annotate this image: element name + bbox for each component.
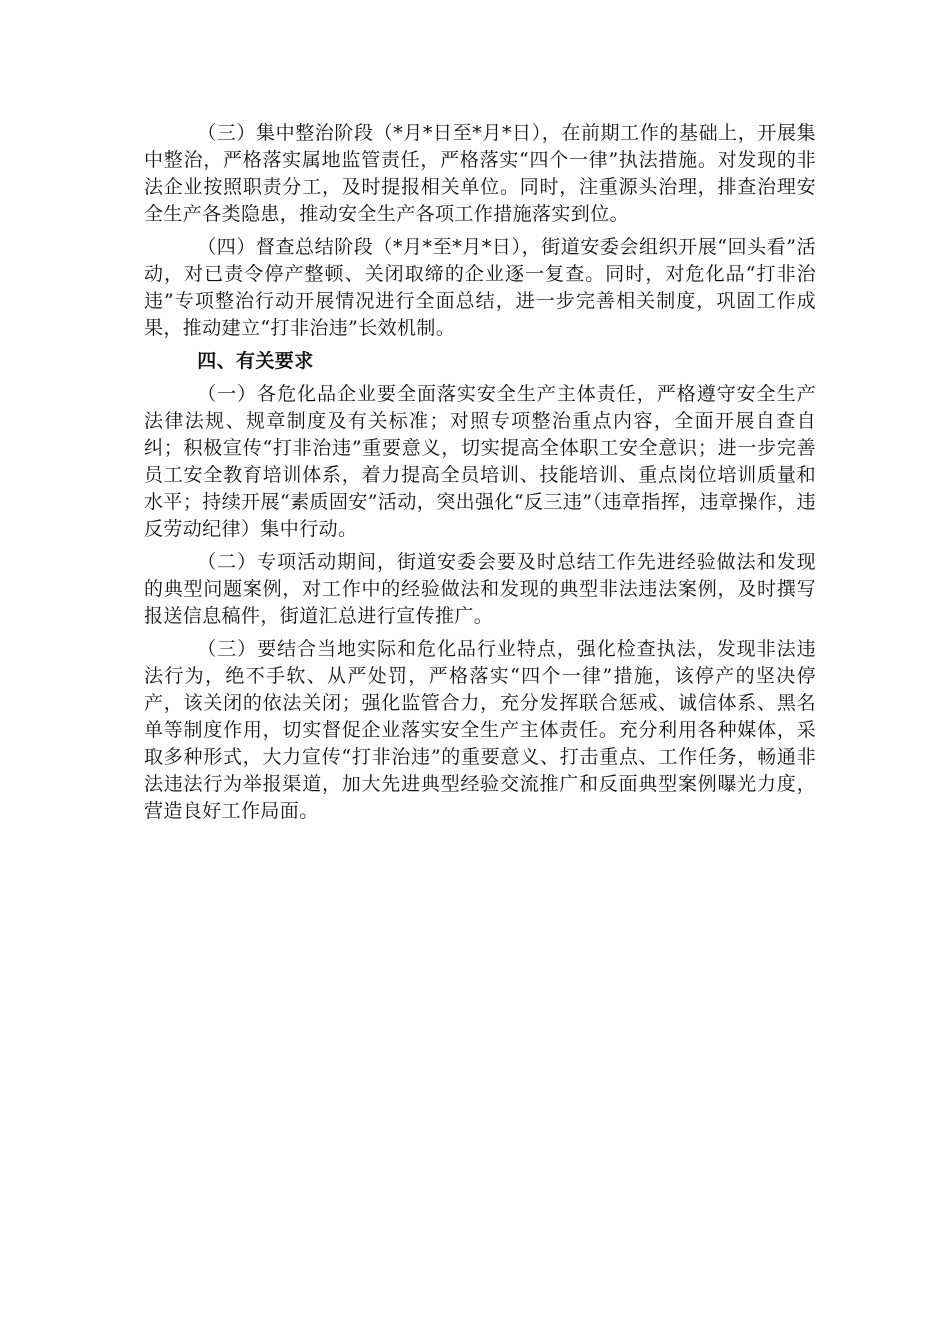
- document-body: [144, 120, 816, 831]
- paragraph-stage-three: （三）集中整治阶段（*月*日至*月*日），在前期工作的基础上，开展集中整治，严格落实属地监管责任，严格落实“四个一律”执法措施。对发现的非法企业按照职责分工，及时提报相关单位。同时，注重源头治理，排查治理安全生产各类隐患，推动安全生产各项工作措施落实到位。: [144, 122, 816, 225]
- section-heading-requirements: 四、有关要求: [197, 350, 314, 372]
- paragraph-stage-four: （四）督查总结阶段（*月*至*月*日），街道安委会组织开展“回头看”活动，对已责令停产整顿、关闭取缔的企业逐一复查。同时，对危化品“打非治违”专项整治行动开展情况进行全面总结，进一步完善相关制度，巩固工作成果，推动建立“打非治违”长效机制。: [144, 236, 816, 339]
- requirement-one: （一）各危化品企业要全面落实安全生产主体责任，严格遵守安全生产法律法规、规章制度及有关标准；对照专项整治重点内容，全面开展自查自纠；积极宣传“打非治违”重要意义，切实提高全体职工安全意识；进一步完善员工安全教育培训体系，着力提高全员培训、技能培训、重点岗位培训质量和水平；持续开展“素质固安”活动，突出强化“反三违”（违章指挥，违章操作，违反劳动纪律）集中行动。: [144, 383, 816, 540]
- requirement-three: （三）要结合当地实际和危化品行业特点，强化检查执法，发现非法违法行为，绝不手软、从严处罚，严格落实“四个一律”措施，该停产的坚决停产，该关闭的依法关闭；强化监管合力，充分发挥联合惩戒、诚信体系、黑名单等制度作用，切实督促企业落实安全生产主体责任。充分利用各种媒体，采取多种形式，大力宣传“打非治违”的重要意义、打击重点、工作任务，畅通非法违法行为举报渠道，加大先进典型经验交流推广和反面典型案例曝光力度，营造良好工作局面。: [144, 638, 816, 822]
- requirement-two: （二）专项活动期间，街道安委会要及时总结工作先进经验做法和发现的典型问题案例，对工作中的经验做法和发现的典型非法违法案例，及时撰写报送信息稿件，街道汇总进行宣传推广。: [144, 551, 816, 627]
